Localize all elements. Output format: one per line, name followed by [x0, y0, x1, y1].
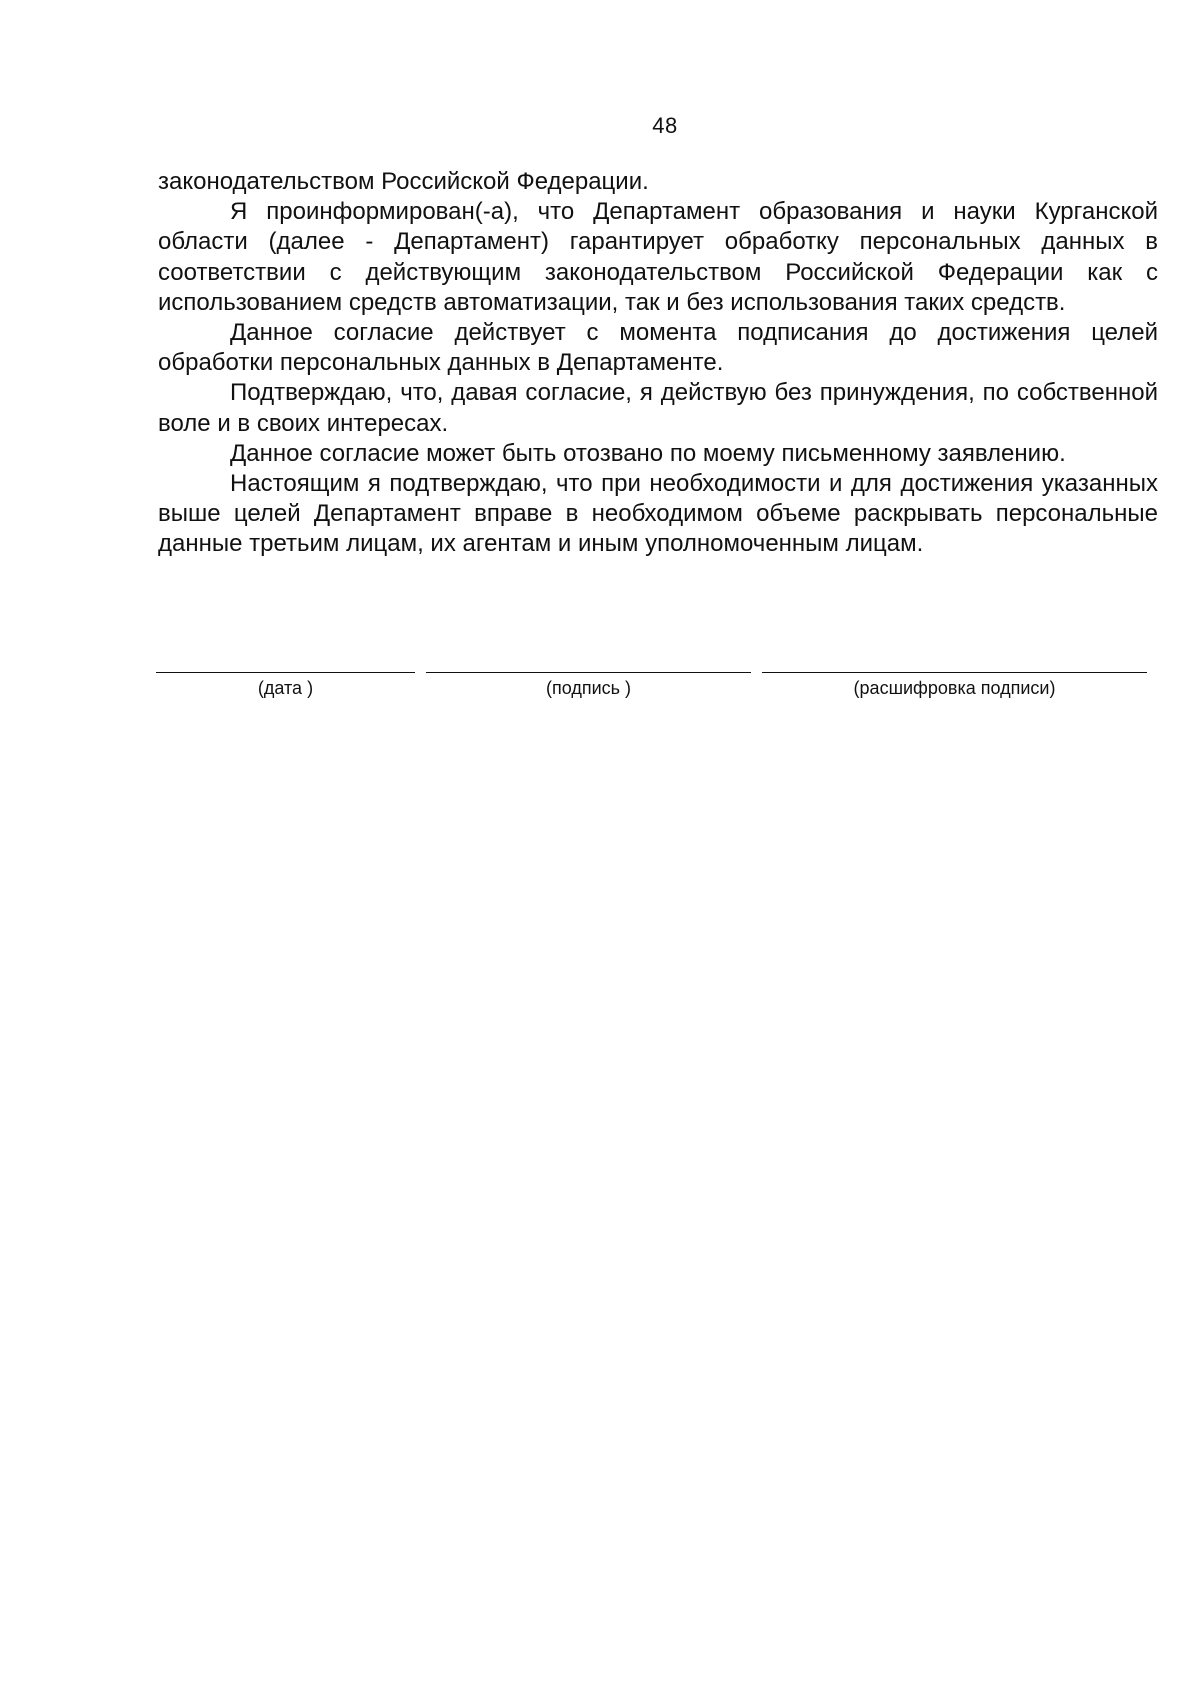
document-body [158, 167, 1158, 560]
paragraph-continuation: законодательством Российской Федерации. [158, 168, 649, 195]
signature-block [0, 672, 1200, 722]
name-decoding-caption: (расшифровка подписи) [853, 678, 1056, 698]
signature-line [426, 672, 751, 673]
paragraph-validity: Данное согласие действует с момента подписания до достижения целей обработки персональных данных в Департаменте. [158, 319, 1158, 377]
name-decoding-line [762, 672, 1147, 673]
date-field [156, 672, 415, 699]
paragraph-guarantee: Я проинформирован(-а), что Департамент образования и науки Курганской области (далее - Департамент) гарантирует обработку персональных данных в соответствии с действующим законодательством Российской Федерации как с использованием средств автоматизации, так и без использования таких средств. [158, 198, 1158, 316]
date-caption: (дата ) [257, 678, 314, 698]
name-decoding-field [762, 672, 1147, 699]
paragraph-revocation: Данное согласие может быть отозвано по моему письменному заявлению. [230, 439, 1066, 467]
signature-field [426, 672, 751, 699]
paragraph-voluntary: Подтверждаю, что, давая согласие, я действую без принуждения, по собственной воле и в своих интересах. [158, 379, 1158, 437]
paragraph-disclosure: Настоящим я подтверждаю, что при необходимости и для достижения указанных выше целей Департамент вправе в необходимом объеме раскрывать персональные данные третьим лицам, их агентам и иным уполномоченным лицам. [158, 470, 1158, 558]
date-line [156, 672, 415, 673]
page-number: 48 [652, 113, 678, 138]
signature-caption: (подпись ) [545, 678, 632, 698]
